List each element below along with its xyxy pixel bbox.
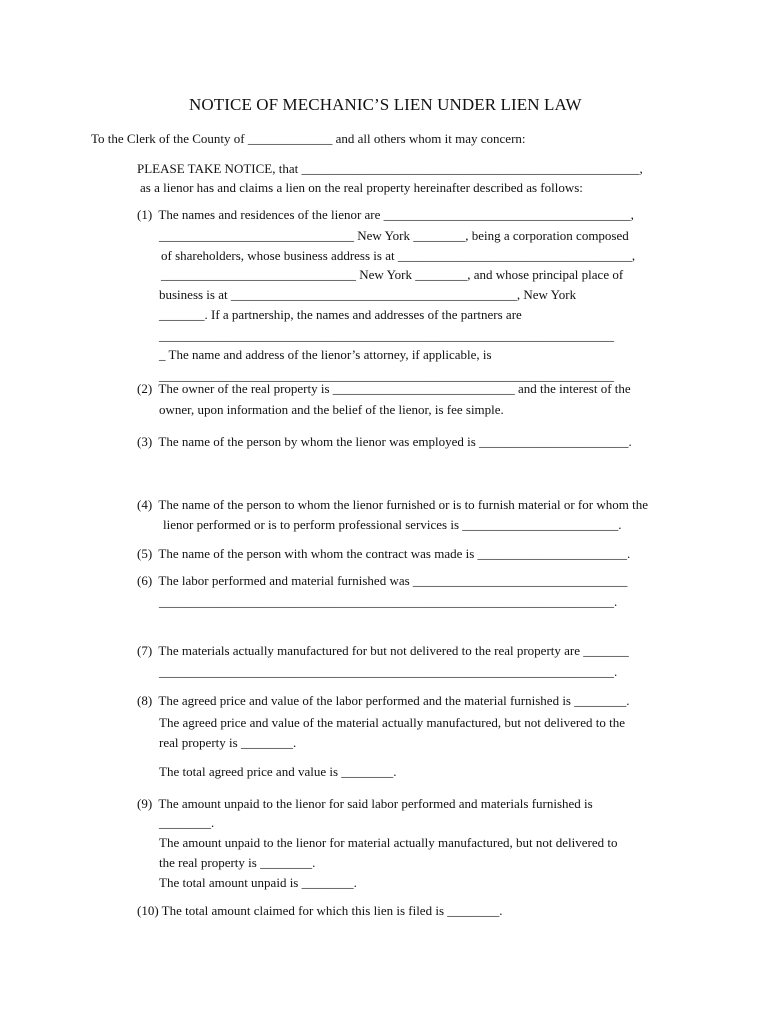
item-10-line: (10) The total amount claimed for which this lien is filed is ________. — [137, 903, 503, 918]
item-9-line-2: ________. — [159, 815, 215, 830]
salutation-line: To the Clerk of the County of _____________ and all others whom it may concern: — [91, 131, 526, 146]
item-1-line-4: ______________________________ New York ________, and whose principal place of — [161, 267, 624, 282]
item-8-line-3: real property is ________. — [159, 735, 297, 750]
item-1-line-8: _ The name and address of the lienor’s attorney, if applicable, is — [159, 347, 492, 362]
item-4-line-2: lienor performed or is to perform professional services is ________________________. — [163, 517, 622, 532]
item-1-line-7: ______________________________________________________________________ — [159, 328, 614, 343]
item-3-line: (3) The name of the person by whom the lienor was employed is _______________________. — [137, 434, 632, 449]
item-1-line-1: (1) The names and residences of the lienor are ______________________________________, — [137, 207, 634, 222]
item-4-line-1: (4) The name of the person to whom the lienor furnished or is to furnish material or for whom the — [137, 497, 648, 512]
item-1-line-3: of shareholders, whose business address is at ____________________________________, — [161, 248, 636, 263]
notice-line-1: PLEASE TAKE NOTICE, that ____________________________________________________, — [137, 161, 643, 176]
item-1-line-9: ______________________________________________________________________ — [159, 368, 614, 383]
item-6-line-2: ______________________________________________________________________. — [159, 594, 618, 609]
item-7-line-1: (7) The materials actually manufactured for but not delivered to the real property are _______ — [137, 643, 629, 658]
item-1-line-6: _______. If a partnership, the names and addresses of the partners are — [159, 307, 522, 322]
item-5-line: (5) The name of the person with whom the contract was made is _______________________. — [137, 546, 631, 561]
item-1-line-2: ______________________________ New York ________, being a corporation composed — [159, 228, 629, 243]
notice-line-2: as a lienor has and claims a lien on the real property hereinafter described as follows: — [140, 180, 583, 195]
item-7-line-2: ______________________________________________________________________. — [159, 664, 618, 679]
item-8-line-2: The agreed price and value of the material actually manufactured, but not delivered to the — [159, 715, 625, 730]
item-8-line-1: (8) The agreed price and value of the labor performed and the material furnished is ________. — [137, 693, 630, 708]
item-9-line-5: The total amount unpaid is ________. — [159, 875, 357, 890]
item-6-line-1: (6) The labor performed and material furnished was _________________________________ — [137, 573, 628, 588]
item-2-line-1: (2) The owner of the real property is ____________________________ and the interest of the — [137, 381, 631, 396]
item-9-line-1: (9) The amount unpaid to the lienor for said labor performed and materials furnished is — [137, 796, 593, 811]
item-8-line-4: The total agreed price and value is ________. — [159, 764, 397, 779]
item-9-line-4: the real property is ________. — [159, 855, 316, 870]
item-2-line-2: owner, upon information and the belief of the lienor, is fee simple. — [159, 402, 504, 417]
item-1-line-5: business is at ____________________________________________, New York — [159, 287, 577, 302]
item-9-line-3: The amount unpaid to the lienor for material actually manufactured, but not delivered to — [159, 835, 618, 850]
document-title: NOTICE OF MECHANIC’S LIEN UNDER LIEN LAW — [189, 95, 582, 114]
